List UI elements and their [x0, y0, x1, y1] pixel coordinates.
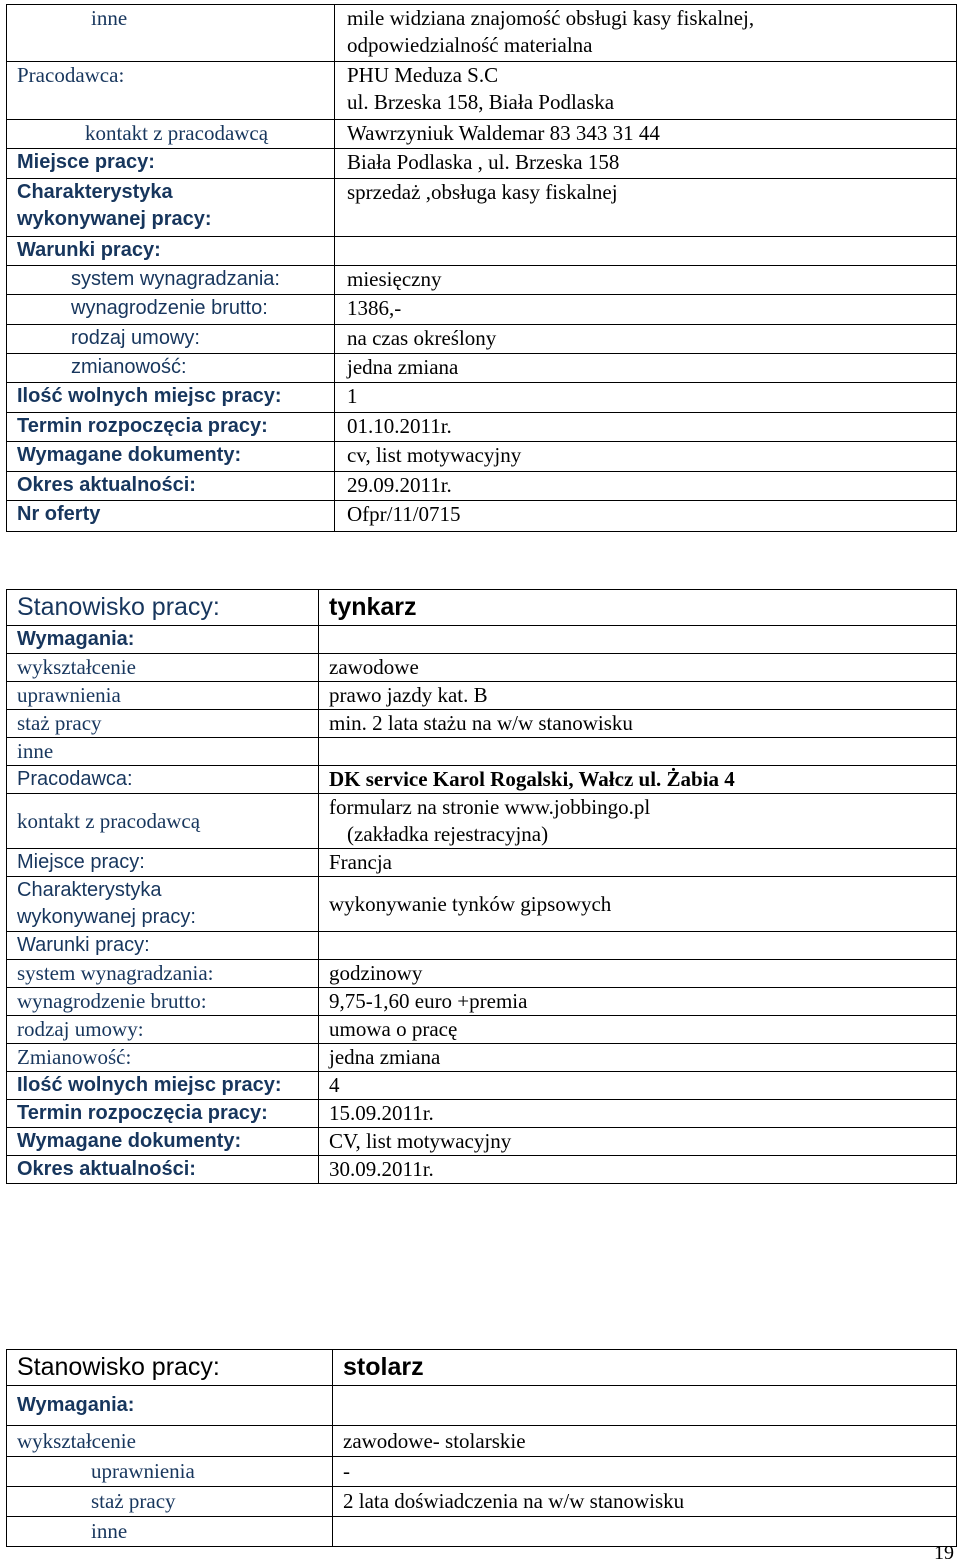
offer-3-table [6, 1349, 957, 1547]
table-row [7, 590, 957, 626]
conditions-label: Warunki pracy: [7, 932, 319, 960]
experience-label: staż pracy [7, 1487, 333, 1517]
table-row [7, 1386, 957, 1426]
contact-label: kontakt z pracodawcą [7, 120, 335, 149]
contact-value-line-2: (zakładka rejestracyjna) [347, 822, 549, 846]
place-value: Biała Podlaska , ul. Brzeska 158 [335, 149, 957, 179]
characteristics-value: wykonywanie tynków gipsowych [319, 877, 957, 932]
inne-label: inne [7, 1517, 333, 1547]
table-row [7, 383, 957, 413]
employer-value: DK service Karol Rogalski, Wałcz ul. Żabia 4 [319, 766, 957, 794]
table-row [7, 1156, 957, 1184]
vacancies-value: 1 [335, 383, 957, 413]
table-row [7, 237, 957, 266]
table-row [7, 1016, 957, 1044]
inne-value-line-2: odpowiedzialność materialna [347, 33, 593, 57]
characteristics-label-line-2: wykonywanej pracy: [17, 906, 196, 928]
shift-value: jedna zmiana [319, 1044, 957, 1072]
experience-value: 2 lata doświadczenia na w/w stanowisku [333, 1487, 957, 1517]
employer-label: Pracodawca: [7, 766, 319, 794]
requirements-value [333, 1386, 957, 1426]
position-label: Stanowisko pracy: [7, 1350, 333, 1386]
gross-pay-value: 1386,- [335, 295, 957, 325]
table-row [7, 354, 957, 383]
gross-pay-label: wynagrodzenie brutto: [7, 295, 335, 325]
table-row [7, 1072, 957, 1100]
table-row [7, 1128, 957, 1156]
characteristics-label-line-1: Charakterystyka [17, 181, 173, 203]
characteristics-label-line-1: Charakterystyka [17, 879, 162, 901]
characteristics-value: sprzedaż ,obsługa kasy fiskalnej [335, 179, 957, 237]
contact-value-line-1: formularz na stronie www.jobbingo.pl [329, 795, 651, 819]
validity-value: 30.09.2011r. [319, 1156, 957, 1184]
characteristics-label [7, 179, 335, 237]
table-row [7, 472, 957, 501]
education-label: wykształcenie [7, 654, 319, 682]
contact-value [319, 794, 957, 849]
table-row [7, 988, 957, 1016]
pay-system-value: miesięczny [335, 266, 957, 295]
contract-value: umowa o pracę [319, 1016, 957, 1044]
contact-value: Wawrzyniuk Waldemar 83 343 31 44 [335, 120, 957, 149]
table-row [7, 120, 957, 149]
vacancies-value: 4 [319, 1072, 957, 1100]
requirements-label: Wymagania: [7, 1386, 333, 1426]
table-row [7, 1350, 957, 1386]
offer-number-value: Ofpr/11/0715 [335, 501, 957, 532]
place-label: Miejsce pracy: [7, 149, 335, 179]
table-row [7, 932, 957, 960]
characteristics-label-line-2: wykonywanej pracy: [17, 208, 212, 230]
table-row [7, 1044, 957, 1072]
table-row [7, 179, 957, 237]
table-row [7, 413, 957, 442]
table-row [7, 654, 957, 682]
gross-pay-value: 9,75-1,60 euro +premia [319, 988, 957, 1016]
table-row [7, 442, 957, 472]
start-date-value: 01.10.2011r. [335, 413, 957, 442]
pay-system-value: godzinowy [319, 960, 957, 988]
table-row [7, 1100, 957, 1128]
start-date-label: Termin rozpoczęcia pracy: [7, 413, 335, 442]
place-label: Miejsce pracy: [7, 849, 319, 877]
table-row [7, 5, 957, 62]
offer-2-table [6, 589, 957, 1184]
table-row [7, 626, 957, 654]
table-row [7, 149, 957, 179]
table-row [7, 501, 957, 532]
employer-name: PHU Meduza S.C [347, 63, 499, 87]
shift-value: jedna zmiana [335, 354, 957, 383]
inne-label: inne [7, 5, 335, 62]
table-row [7, 710, 957, 738]
table-row [7, 295, 957, 325]
table-row [7, 325, 957, 354]
education-value: zawodowe [319, 654, 957, 682]
experience-label: staż pracy [7, 710, 319, 738]
documents-label: Wymagane dokumenty: [7, 442, 335, 472]
table-row [7, 1487, 957, 1517]
conditions-value [335, 237, 957, 266]
conditions-label: Warunki pracy: [7, 237, 335, 266]
licenses-value: prawo jazdy kat. B [319, 682, 957, 710]
documents-value: CV, list motywacyjny [319, 1128, 957, 1156]
table-row [7, 849, 957, 877]
employer-label: Pracodawca: [7, 62, 335, 120]
table-row [7, 682, 957, 710]
documents-label: Wymagane dokumenty: [7, 1128, 319, 1156]
table-row [7, 766, 957, 794]
contract-label: rodzaj umowy: [7, 1016, 319, 1044]
table-row [7, 266, 957, 295]
requirements-value [319, 626, 957, 654]
position-value: tynkarz [319, 590, 957, 626]
gross-pay-label: wynagrodzenie brutto: [7, 988, 319, 1016]
table-row [7, 1517, 957, 1547]
position-value: stolarz [333, 1350, 957, 1386]
table-row [7, 738, 957, 766]
requirements-label: Wymagania: [7, 626, 319, 654]
validity-value: 29.09.2011r. [335, 472, 957, 501]
shift-label: zmianowość: [7, 354, 335, 383]
pay-system-label: system wynagradzania: [7, 960, 319, 988]
validity-label: Okres aktualności: [7, 472, 335, 501]
inne-label: inne [7, 738, 319, 766]
licenses-label: uprawnienia [7, 682, 319, 710]
conditions-value [319, 932, 957, 960]
start-date-value: 15.09.2011r. [319, 1100, 957, 1128]
start-date-label: Termin rozpoczęcia pracy: [7, 1100, 319, 1128]
offer-number-label: Nr oferty [7, 501, 335, 532]
licenses-label: uprawnienia [7, 1457, 333, 1487]
education-value: zawodowe- stolarskie [333, 1426, 957, 1457]
inne-value-line-1: mile widziana znajomość obsługi kasy fiskalnej, [347, 6, 755, 30]
characteristics-label [7, 877, 319, 932]
employer-address: ul. Brzeska 158, Biała Podlaska [347, 90, 615, 114]
position-label: Stanowisko pracy: [7, 590, 319, 626]
pay-system-label: system wynagradzania: [7, 266, 335, 295]
table-row [7, 960, 957, 988]
table-row [7, 62, 957, 120]
table-row [7, 1457, 957, 1487]
table-row [7, 1426, 957, 1457]
experience-value: min. 2 lata stażu na w/w stanowisku [319, 710, 957, 738]
vacancies-label: Ilość wolnych miejsc pracy: [7, 383, 335, 413]
table-row [7, 877, 957, 932]
offer-1-table [6, 4, 957, 532]
shift-label: Zmianowość: [7, 1044, 319, 1072]
place-value: Francja [319, 849, 957, 877]
documents-value: cv, list motywacyjny [335, 442, 957, 472]
inne-value [333, 1517, 957, 1547]
inne-value [335, 5, 957, 62]
page-number: 19 [934, 1542, 954, 1564]
employer-value [335, 62, 957, 120]
contract-value: na czas określony [335, 325, 957, 354]
contract-label: rodzaj umowy: [7, 325, 335, 354]
validity-label: Okres aktualności: [7, 1156, 319, 1184]
table-row [7, 794, 957, 849]
vacancies-label: Ilość wolnych miejsc pracy: [7, 1072, 319, 1100]
education-label: wykształcenie [7, 1426, 333, 1457]
contact-label: kontakt z pracodawcą [7, 794, 319, 849]
licenses-value: - [333, 1457, 957, 1487]
inne-value [319, 738, 957, 766]
